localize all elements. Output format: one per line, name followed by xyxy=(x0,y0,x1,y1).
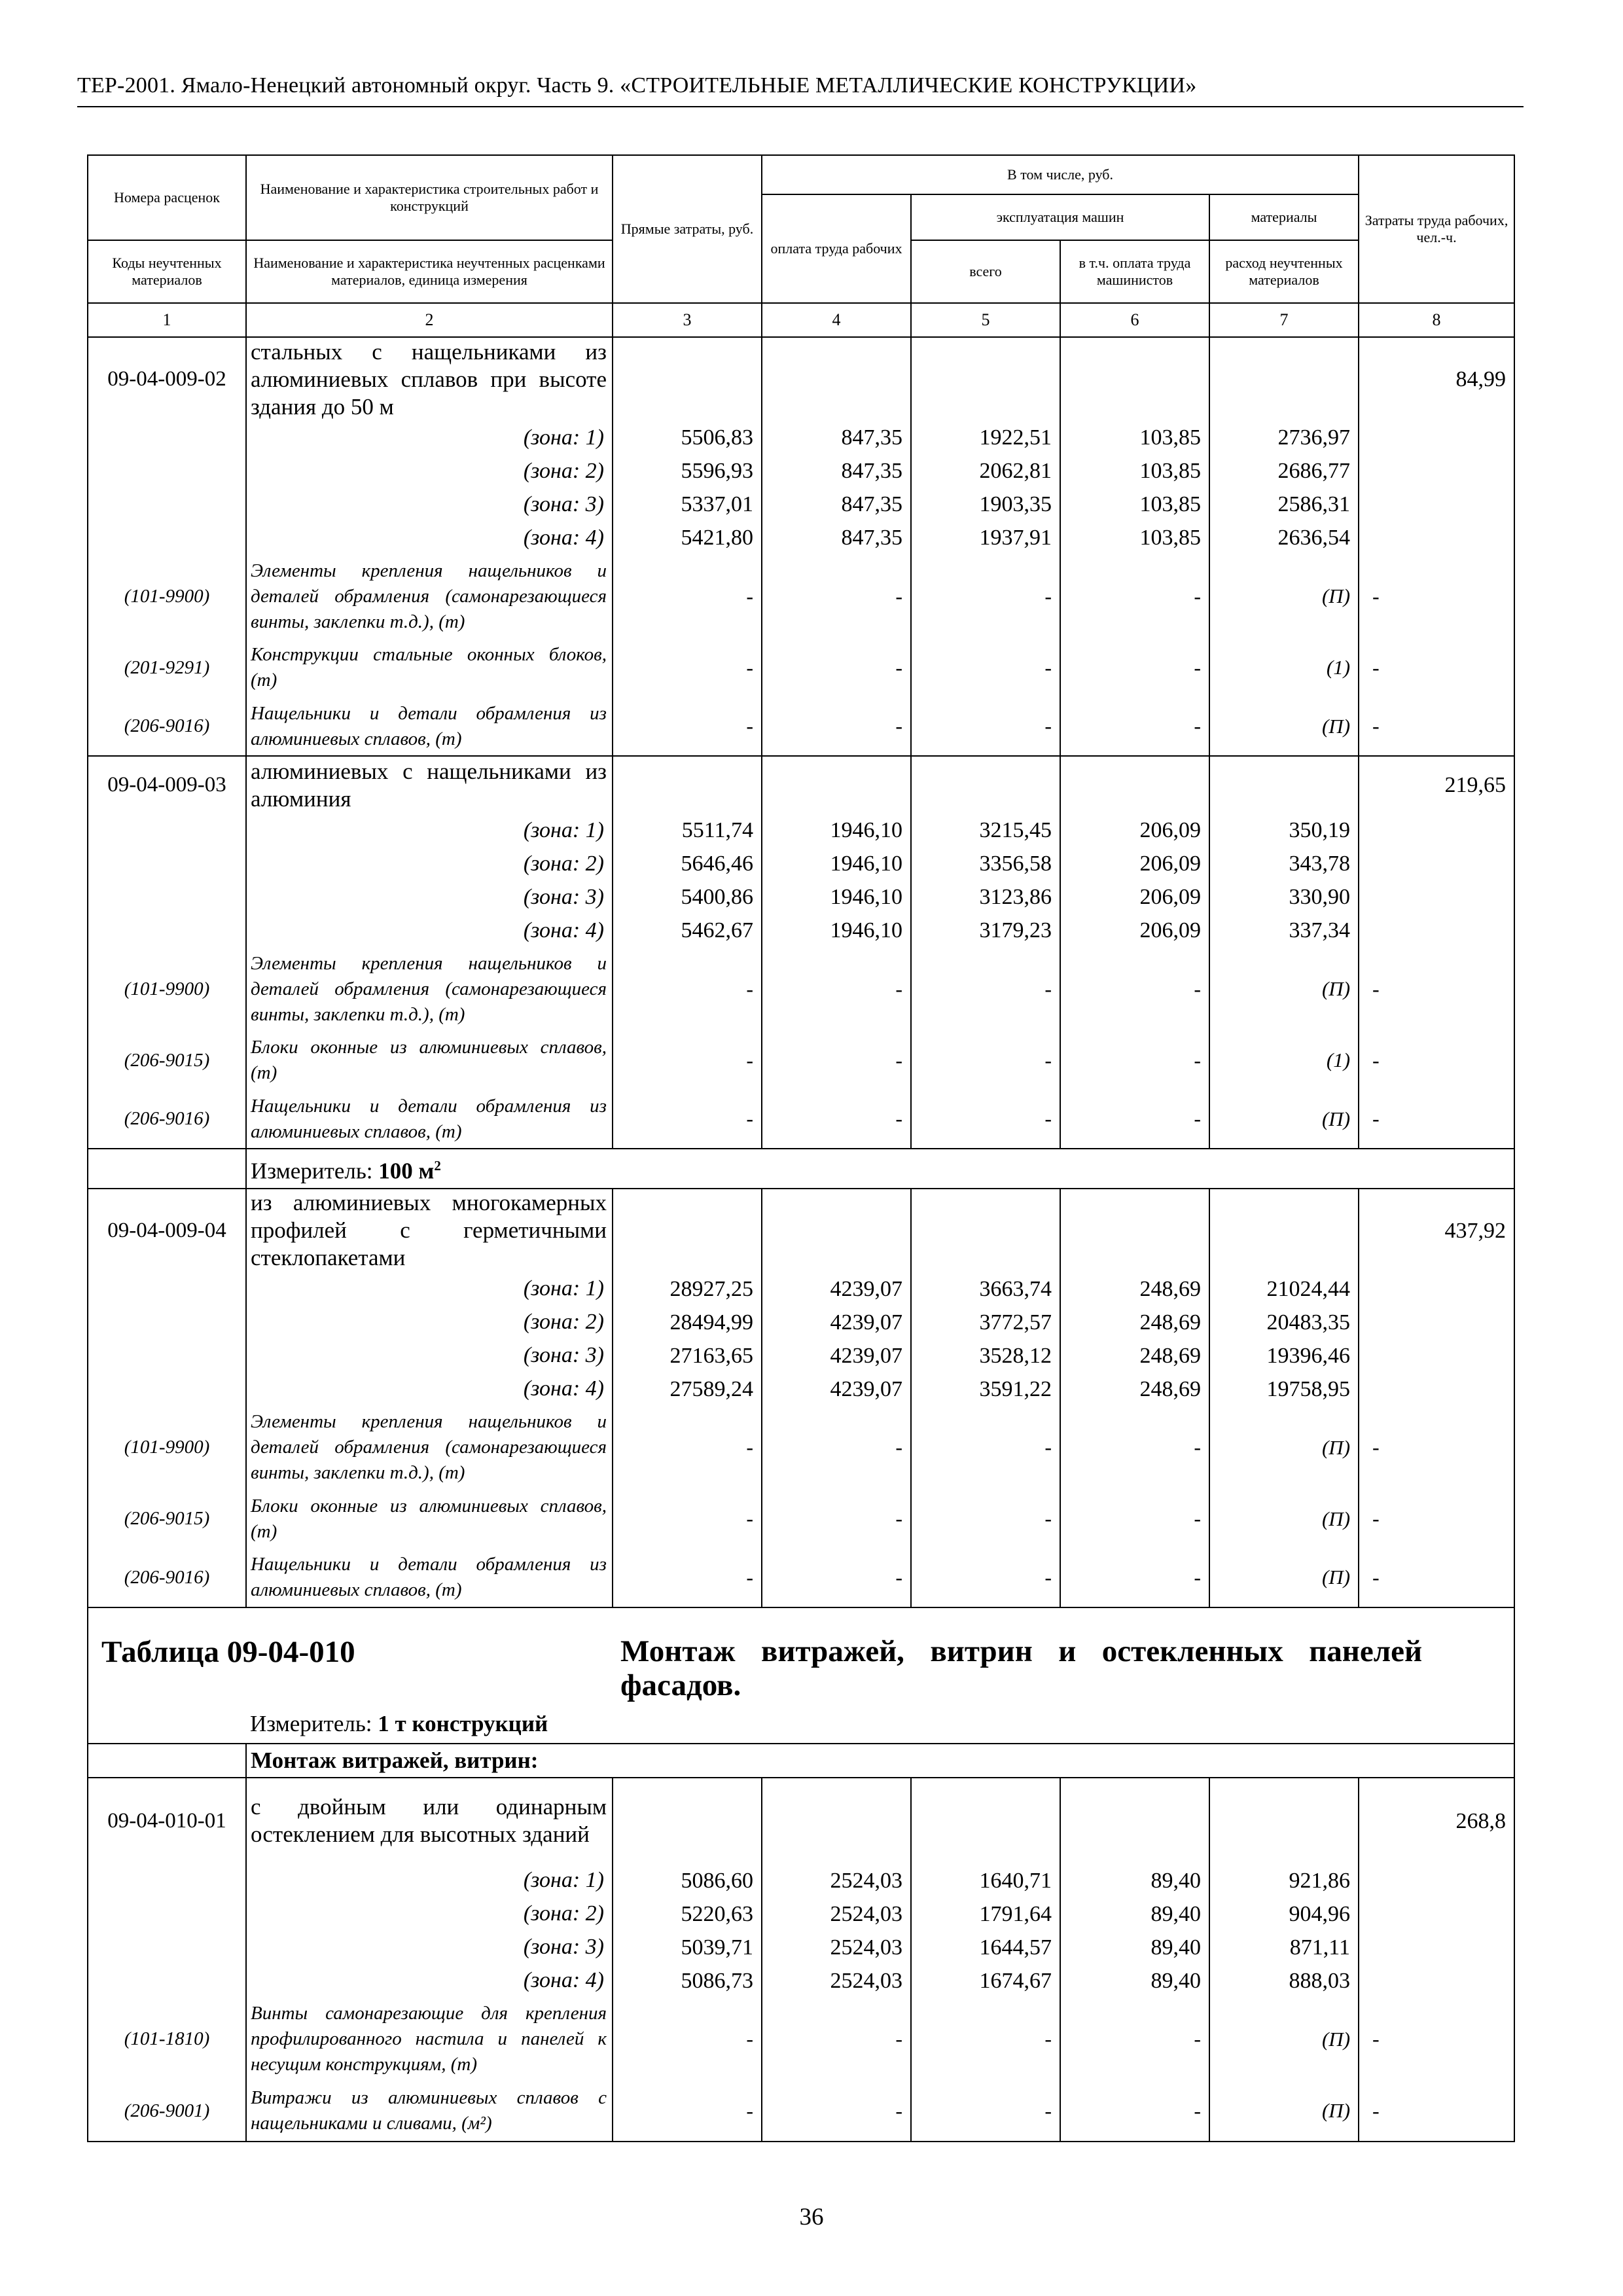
direct-cost: 5596,93 xyxy=(613,454,762,488)
machinist-wage: 206,09 xyxy=(1060,814,1209,847)
header-machines: эксплуатация машин xyxy=(911,194,1209,240)
machine-cost: 3663,74 xyxy=(911,1272,1060,1306)
material-unit: (П) xyxy=(1209,1490,1359,1549)
dash: - xyxy=(762,947,911,1031)
machinist-wage: 89,40 xyxy=(1060,1931,1209,1964)
wage-cost: 4239,07 xyxy=(762,1272,911,1306)
dash: - xyxy=(1060,1549,1209,1607)
machinist-wage: 248,69 xyxy=(1060,1339,1209,1372)
dash: - xyxy=(613,697,762,756)
price-table-wrapper xyxy=(87,154,1514,2142)
dash: - xyxy=(613,638,762,697)
wage-cost: 847,35 xyxy=(762,454,911,488)
zone-label: (зона: 2) xyxy=(246,847,613,880)
zone-label: (зона: 2) xyxy=(246,1897,613,1931)
wage-cost: 1946,10 xyxy=(762,814,911,847)
machinist-wage: 89,40 xyxy=(1060,1964,1209,1998)
column-number: 3 xyxy=(613,303,762,337)
table2-heading xyxy=(88,1607,1514,1778)
dash: - xyxy=(911,1406,1060,1490)
rate-name: алюминиевых с нащельниками из алюминия xyxy=(246,756,613,814)
material-unit: (П) xyxy=(1209,1549,1359,1607)
zone-row xyxy=(88,1964,1514,1998)
zone-row xyxy=(88,847,1514,880)
machine-cost: 3179,23 xyxy=(911,914,1060,947)
material-code: (206-9016) xyxy=(88,697,246,756)
dash: - xyxy=(1359,1031,1514,1090)
material-cost: 871,11 xyxy=(1209,1931,1359,1964)
zone-label: (зона: 4) xyxy=(246,1964,613,1998)
rate-name: с двойным или одинарным остеклением для высотных зданий xyxy=(246,1778,613,1864)
direct-cost: 28494,99 xyxy=(613,1306,762,1339)
zone-row xyxy=(88,814,1514,847)
dash: - xyxy=(911,1998,1060,2081)
material-cost: 330,90 xyxy=(1209,880,1359,914)
labor-cost: 437,92 xyxy=(1359,1189,1514,1272)
column-number: 1 xyxy=(88,303,246,337)
wage-cost: 2524,03 xyxy=(762,1964,911,1998)
material-cost: 888,03 xyxy=(1209,1964,1359,1998)
machine-cost: 1791,64 xyxy=(911,1897,1060,1931)
dash: - xyxy=(1060,1031,1209,1090)
dash: - xyxy=(1060,1490,1209,1549)
dash: - xyxy=(1060,947,1209,1031)
zone-row xyxy=(88,1897,1514,1931)
material-cost: 2636,54 xyxy=(1209,521,1359,554)
material-unit: (П) xyxy=(1209,554,1359,638)
rate-row xyxy=(88,1189,1514,1272)
material-cost: 343,78 xyxy=(1209,847,1359,880)
header-material-names: Наименование и характеристика неучтенных расценками материалов, единица измерения xyxy=(246,240,613,303)
rate-row xyxy=(88,1778,1514,1864)
material-name: Нащельники и детали обрамления из алюминиевых сплавов, (т) xyxy=(246,697,613,756)
direct-cost: 5086,73 xyxy=(613,1964,762,1998)
dash: - xyxy=(911,1031,1060,1090)
dash: - xyxy=(1359,554,1514,638)
zone-row xyxy=(88,914,1514,947)
dash: - xyxy=(1359,638,1514,697)
machine-cost: 3356,58 xyxy=(911,847,1060,880)
material-code: (101-9900) xyxy=(88,947,246,1031)
zone-label: (зона: 1) xyxy=(246,1864,613,1897)
material-name: Элементы крепления нащельников и деталей обрамления (самонарезающиеся винты, заклепки т.д.), (т) xyxy=(246,554,613,638)
zone-label: (зона: 3) xyxy=(246,1931,613,1964)
material-code: (101-1810) xyxy=(88,1998,246,2081)
column-number: 8 xyxy=(1359,303,1514,337)
material-cost: 337,34 xyxy=(1209,914,1359,947)
machinist-wage: 103,85 xyxy=(1060,488,1209,521)
material-cost: 2736,97 xyxy=(1209,421,1359,454)
wage-cost: 1946,10 xyxy=(762,914,911,947)
material-unit: (П) xyxy=(1209,1998,1359,2081)
dash: - xyxy=(613,1490,762,1549)
material-row xyxy=(88,1998,1514,2081)
machine-cost: 3528,12 xyxy=(911,1339,1060,1372)
direct-cost: 5646,46 xyxy=(613,847,762,880)
dash: - xyxy=(613,1031,762,1090)
dash: - xyxy=(1060,554,1209,638)
zone-label: (зона: 3) xyxy=(246,1339,613,1372)
zone-label: (зона: 4) xyxy=(246,914,613,947)
wage-cost: 4239,07 xyxy=(762,1339,911,1372)
material-row xyxy=(88,638,1514,697)
zone-label: (зона: 3) xyxy=(246,488,613,521)
column-number: 2 xyxy=(246,303,613,337)
material-name: Нащельники и детали обрамления из алюминиевых сплавов, (т) xyxy=(246,1549,613,1607)
wage-cost: 847,35 xyxy=(762,521,911,554)
dash: - xyxy=(911,554,1060,638)
wage-cost: 1946,10 xyxy=(762,880,911,914)
machine-cost: 1644,57 xyxy=(911,1931,1060,1964)
dash: - xyxy=(762,1090,911,1149)
zone-row xyxy=(88,1272,1514,1306)
zone-row xyxy=(88,1306,1514,1339)
material-name: Элементы крепления нащельников и деталей обрамления (самонарезающиеся винты, заклепки т.д.), (т) xyxy=(246,1406,613,1490)
column-number: 5 xyxy=(911,303,1060,337)
wage-cost: 847,35 xyxy=(762,421,911,454)
machinist-wage: 103,85 xyxy=(1060,421,1209,454)
machine-cost: 1922,51 xyxy=(911,421,1060,454)
material-code: (101-9900) xyxy=(88,1406,246,1490)
machine-cost: 3123,86 xyxy=(911,880,1060,914)
machine-cost: 1937,91 xyxy=(911,521,1060,554)
dash: - xyxy=(762,554,911,638)
machinist-wage: 89,40 xyxy=(1060,1864,1209,1897)
dash: - xyxy=(1060,2081,1209,2142)
header-materials: материалы xyxy=(1209,194,1359,240)
table2-description: Монтаж витражей, витрин и остекленных панелей фасадов. xyxy=(613,1607,1514,1706)
zone-label: (зона: 1) xyxy=(246,814,613,847)
dash: - xyxy=(613,1998,762,2081)
zone-row xyxy=(88,454,1514,488)
wage-cost: 4239,07 xyxy=(762,1306,911,1339)
dash: - xyxy=(762,2081,911,2142)
material-code: (206-9016) xyxy=(88,1549,246,1607)
dash: - xyxy=(1060,697,1209,756)
rate-block xyxy=(88,1189,1514,1607)
dash: - xyxy=(762,1406,911,1490)
material-unit: (П) xyxy=(1209,2081,1359,2142)
zone-row xyxy=(88,1864,1514,1897)
wage-cost: 2524,03 xyxy=(762,1897,911,1931)
dash: - xyxy=(762,697,911,756)
header-material-codes: Коды неучтенных материалов xyxy=(88,240,246,303)
zone-row xyxy=(88,488,1514,521)
material-unit: (1) xyxy=(1209,1031,1359,1090)
dash: - xyxy=(1359,1406,1514,1490)
material-row xyxy=(88,554,1514,638)
material-unit: (П) xyxy=(1209,1090,1359,1149)
material-name: Конструкции стальные оконных блоков, (т) xyxy=(246,638,613,697)
zone-row xyxy=(88,880,1514,914)
column-number: 6 xyxy=(1060,303,1209,337)
material-unit: (П) xyxy=(1209,1406,1359,1490)
rate-row xyxy=(88,337,1514,421)
material-code: (101-9900) xyxy=(88,554,246,638)
rate-row xyxy=(88,756,1514,814)
rate-block xyxy=(88,1778,1514,2142)
material-row xyxy=(88,1090,1514,1149)
rate-block xyxy=(88,337,1514,756)
header-machinist-wage: в т.ч. оплата труда машинистов xyxy=(1060,240,1209,303)
direct-cost: 5039,71 xyxy=(613,1931,762,1964)
material-row xyxy=(88,1490,1514,1549)
measure-unit: Измеритель: 1 т конструкций xyxy=(246,1706,1514,1744)
dash: - xyxy=(613,1406,762,1490)
material-unit: (П) xyxy=(1209,697,1359,756)
material-row xyxy=(88,1031,1514,1090)
dash: - xyxy=(613,2081,762,2142)
dash: - xyxy=(1060,1090,1209,1149)
dash: - xyxy=(1359,947,1514,1031)
material-row xyxy=(88,1549,1514,1607)
material-cost: 350,19 xyxy=(1209,814,1359,847)
material-row xyxy=(88,947,1514,1031)
column-number: 4 xyxy=(762,303,911,337)
section-row xyxy=(88,1744,1514,1778)
machinist-wage: 89,40 xyxy=(1060,1897,1209,1931)
machine-cost: 1903,35 xyxy=(911,488,1060,521)
dash: - xyxy=(613,1549,762,1607)
zone-row xyxy=(88,1931,1514,1964)
machine-cost: 3215,45 xyxy=(911,814,1060,847)
material-name: Витражи из алюминиевых сплавов с нащельниками и сливами, (м²) xyxy=(246,2081,613,2142)
page-number: 36 xyxy=(799,2204,824,2231)
material-cost: 904,96 xyxy=(1209,1897,1359,1931)
material-cost: 19396,46 xyxy=(1209,1339,1359,1372)
machinist-wage: 248,69 xyxy=(1060,1306,1209,1339)
direct-cost: 5462,67 xyxy=(613,914,762,947)
machinist-wage: 206,09 xyxy=(1060,914,1209,947)
section-title: Монтаж витражей, витрин: xyxy=(246,1744,1514,1778)
dash: - xyxy=(613,1090,762,1149)
zone-label: (зона: 4) xyxy=(246,521,613,554)
material-row xyxy=(88,2081,1514,2142)
rate-code: 09-04-009-03 xyxy=(88,756,246,814)
dash: - xyxy=(911,1090,1060,1149)
material-code: (206-9015) xyxy=(88,1031,246,1090)
header-wage: оплата труда рабочих xyxy=(762,194,911,303)
header-incl: В том числе, руб. xyxy=(762,155,1359,194)
zone-row xyxy=(88,1372,1514,1406)
material-code: (206-9015) xyxy=(88,1490,246,1549)
dash: - xyxy=(911,1549,1060,1607)
material-cost: 2686,77 xyxy=(1209,454,1359,488)
table2-title: Таблица 09-04-010 xyxy=(88,1607,613,1706)
header-machines-total: всего xyxy=(911,240,1060,303)
material-unit: (1) xyxy=(1209,638,1359,697)
machine-cost: 3772,57 xyxy=(911,1306,1060,1339)
zone-row xyxy=(88,421,1514,454)
dash: - xyxy=(1359,1090,1514,1149)
dash: - xyxy=(911,697,1060,756)
price-table xyxy=(87,154,1515,2142)
zone-row xyxy=(88,1339,1514,1372)
material-name: Винты самонарезающие для крепления профилированного настила и панелей к несущим конструкциям, (т) xyxy=(246,1998,613,2081)
table-header xyxy=(88,155,1514,303)
wage-cost: 2524,03 xyxy=(762,1931,911,1964)
material-unit: (П) xyxy=(1209,947,1359,1031)
dash: - xyxy=(911,2081,1060,2142)
rate-name: стальных с нащельниками из алюминиевых сплавов при высоте здания до 50 м xyxy=(246,337,613,421)
header-work-name: Наименование и характеристика строительных работ и конструкций xyxy=(246,155,613,240)
measure-unit: Измеритель: 100 $м^2$ xyxy=(246,1149,1514,1189)
dash: - xyxy=(1359,1490,1514,1549)
dash: - xyxy=(1060,1998,1209,2081)
material-name: Нащельники и детали обрамления из алюминиевых сплавов, (т) xyxy=(246,1090,613,1149)
dash: - xyxy=(762,1549,911,1607)
machinist-wage: 103,85 xyxy=(1060,454,1209,488)
dash: - xyxy=(1060,1406,1209,1490)
direct-cost: 27589,24 xyxy=(613,1372,762,1406)
direct-cost: 5506,83 xyxy=(613,421,762,454)
wage-cost: 2524,03 xyxy=(762,1864,911,1897)
dash: - xyxy=(762,1490,911,1549)
rate-name: из алюминиевых многокамерных профилей с герметичными стеклопакетами xyxy=(246,1189,613,1272)
direct-cost: 5086,60 xyxy=(613,1864,762,1897)
labor-cost: 268,8 xyxy=(1359,1778,1514,1864)
material-code: (201-9291) xyxy=(88,638,246,697)
machine-cost: 2062,81 xyxy=(911,454,1060,488)
header-rule xyxy=(77,106,1524,107)
direct-cost: 27163,65 xyxy=(613,1339,762,1372)
dash: - xyxy=(1060,638,1209,697)
direct-cost: 5421,80 xyxy=(613,521,762,554)
rate-code: 09-04-010-01 xyxy=(88,1778,246,1864)
zone-label: (зона: 1) xyxy=(246,1272,613,1306)
material-row xyxy=(88,697,1514,756)
dash: - xyxy=(762,1031,911,1090)
header-labor: Затраты труда рабочих, чел.-ч. xyxy=(1359,155,1514,303)
direct-cost: 5220,63 xyxy=(613,1897,762,1931)
measure-row xyxy=(88,1706,1514,1744)
column-numbers-row xyxy=(88,303,1514,337)
column-number: 7 xyxy=(1209,303,1359,337)
zone-label: (зона: 1) xyxy=(246,421,613,454)
dash: - xyxy=(762,1998,911,2081)
wage-cost: 4239,07 xyxy=(762,1372,911,1406)
dash: - xyxy=(911,947,1060,1031)
wage-cost: 847,35 xyxy=(762,488,911,521)
labor-cost: 219,65 xyxy=(1359,756,1514,814)
dash: - xyxy=(1359,1998,1514,2081)
material-code: (206-9001) xyxy=(88,2081,246,2142)
dash: - xyxy=(1359,697,1514,756)
machine-cost: 3591,22 xyxy=(911,1372,1060,1406)
labor-cost: 84,99 xyxy=(1359,337,1514,421)
machine-cost: 1640,71 xyxy=(911,1864,1060,1897)
machinist-wage: 248,69 xyxy=(1060,1272,1209,1306)
zone-label: (зона: 4) xyxy=(246,1372,613,1406)
running-header: ТЕР-2001. Ямало-Ненецкий автономный округ. Часть 9. «СТРОИТЕЛЬНЫЕ МЕТАЛЛИЧЕСКИЕ КОНСТРУКЦИИ» xyxy=(77,73,1197,98)
material-cost: 21024,44 xyxy=(1209,1272,1359,1306)
material-cost: 921,86 xyxy=(1209,1864,1359,1897)
material-row xyxy=(88,1406,1514,1490)
table2-title-row xyxy=(88,1607,1514,1706)
rate-code: 09-04-009-04 xyxy=(88,1189,246,1272)
dash: - xyxy=(911,638,1060,697)
header-rate-number: Номера расценок xyxy=(88,155,246,240)
material-name: Элементы крепления нащельников и деталей обрамления (самонарезающиеся винты, заклепки т.д.), (т) xyxy=(246,947,613,1031)
direct-cost: 5400,86 xyxy=(613,880,762,914)
dash: - xyxy=(613,554,762,638)
material-code: (206-9016) xyxy=(88,1090,246,1149)
dash: - xyxy=(762,638,911,697)
machine-cost: 1674,67 xyxy=(911,1964,1060,1998)
wage-cost: 1946,10 xyxy=(762,847,911,880)
dash: - xyxy=(911,1490,1060,1549)
dash: - xyxy=(1359,1549,1514,1607)
measure-row xyxy=(88,1149,1514,1189)
zone-label: (зона: 3) xyxy=(246,880,613,914)
rate-code: 09-04-009-02 xyxy=(88,337,246,421)
material-name: Блоки оконные из алюминиевых сплавов, (т) xyxy=(246,1031,613,1090)
material-name: Блоки оконные из алюминиевых сплавов, (т) xyxy=(246,1490,613,1549)
direct-cost: 5337,01 xyxy=(613,488,762,521)
zone-label: (зона: 2) xyxy=(246,1306,613,1339)
dash: - xyxy=(613,947,762,1031)
direct-cost: 28927,25 xyxy=(613,1272,762,1306)
zone-row xyxy=(88,521,1514,554)
machinist-wage: 206,09 xyxy=(1060,880,1209,914)
machinist-wage: 248,69 xyxy=(1060,1372,1209,1406)
dash: - xyxy=(1359,2081,1514,2142)
material-cost: 20483,35 xyxy=(1209,1306,1359,1339)
header-direct-costs: Прямые затраты, руб. xyxy=(613,155,762,303)
direct-cost: 5511,74 xyxy=(613,814,762,847)
material-cost: 2586,31 xyxy=(1209,488,1359,521)
machinist-wage: 206,09 xyxy=(1060,847,1209,880)
material-cost: 19758,95 xyxy=(1209,1372,1359,1406)
zone-label: (зона: 2) xyxy=(246,454,613,488)
header-material-consumption: расход неучтенных материалов xyxy=(1209,240,1359,303)
rate-block xyxy=(88,756,1514,1149)
machinist-wage: 103,85 xyxy=(1060,521,1209,554)
